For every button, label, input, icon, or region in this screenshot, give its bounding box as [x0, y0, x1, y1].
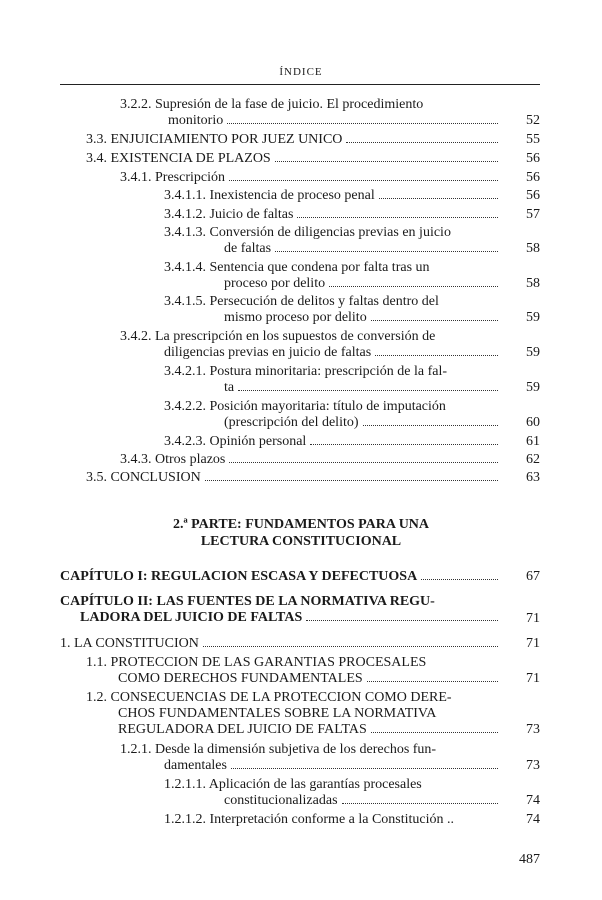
toc-page-number: 62	[526, 452, 540, 467]
toc-page-number: 74	[526, 793, 540, 808]
toc-entry: 1.2. CONSECUENCIAS DE LA PROTECCION COMO DERE- CHOS FUNDAMENTALES SOBRE LA NORMATIVA REGULADORA DEL JUICIO DE FALTAS	[86, 690, 502, 738]
toc-entry: 3.4.1.5. Persecución de delitos y faltas dentro del mismo proceso por delito	[164, 294, 502, 326]
toc-page-number: 71	[526, 611, 540, 626]
header-rule	[60, 84, 540, 85]
toc-entry: 1.2.1.1. Aplicación de las garantías procesales constitucionalizadas	[164, 777, 502, 809]
toc-page-number: 63	[526, 470, 540, 485]
toc-entry: 3.4.1.1. Inexistencia de proceso penal	[164, 188, 502, 204]
toc-page-number: 56	[526, 188, 540, 203]
toc-entry: 3.4.1.2. Juicio de faltas	[164, 207, 502, 223]
toc-entry: 3.4.3. Otros plazos	[120, 452, 502, 468]
toc-entry: 3.4.2.3. Opinión personal	[164, 434, 502, 450]
page-number: 487	[519, 852, 540, 867]
toc-page-number: 73	[526, 722, 540, 737]
toc-page-number: 56	[526, 151, 540, 166]
toc-page-number: 59	[526, 380, 540, 395]
toc-entry: 3.4.2.2. Posición mayoritaria: título de imputación (prescripción del delito)	[164, 399, 502, 431]
toc-entry: 3.4.1. Prescripción	[120, 170, 502, 186]
toc-page-number: 60	[526, 415, 540, 430]
toc-page-number: 59	[526, 310, 540, 325]
toc-page-number: 56	[526, 170, 540, 185]
toc-entry: 1.2.1. Desde la dimensión subjetiva de los derechos fun- damentales	[120, 742, 502, 774]
chapter-entry: CAPÍTULO I: REGULACION ESCASA Y DEFECTUOSA	[60, 569, 502, 585]
toc-page-number: 58	[526, 241, 540, 256]
toc-entry: 3.4.2.1. Postura minoritaria: prescripción de la fal- ta	[164, 364, 502, 396]
toc-page-number: 55	[526, 132, 540, 147]
toc-entry: 1.2.1.2. Interpretación conforme a la Constitución ..	[164, 812, 455, 827]
toc-entry: 1.1. PROTECCION DE LAS GARANTIAS PROCESALES COMO DERECHOS FUNDAMENTALES	[86, 655, 502, 687]
toc-page-number: 67	[526, 569, 540, 584]
toc-entry: 3.3. ENJUICIAMIENTO POR JUEZ UNICO	[86, 132, 502, 148]
toc-page-number: 74	[526, 812, 540, 827]
toc-page-number: 61	[526, 434, 540, 449]
toc-entry: 1. LA CONSTITUCION	[60, 636, 502, 652]
toc-page-number: 52	[526, 113, 540, 128]
running-header: ÍNDICE	[279, 66, 323, 78]
part-heading-line-2: LECTURA CONSTITUCIONAL	[200, 534, 402, 549]
toc-entry: 3.4.2. La prescripción en los supuestos de conversión de diligencias previas en juicio de faltas	[120, 329, 502, 361]
chapter-entry: CAPÍTULO II: LAS FUENTES DE LA NORMATIVA REGU- LADORA DEL JUICIO DE FALTAS	[60, 594, 502, 626]
toc-page-number: 73	[526, 758, 540, 773]
toc-page-number: 57	[526, 207, 540, 222]
toc-entry: 3.4.1.4. Sentencia que condena por falta tras un proceso por delito	[164, 260, 502, 292]
toc-page-number: 71	[526, 636, 540, 651]
toc-entry: 3.4. EXISTENCIA DE PLAZOS	[86, 151, 502, 167]
toc-page-number: 71	[526, 671, 540, 686]
toc-page-number: 58	[526, 276, 540, 291]
part-heading-line-1: 2.ª PARTE: FUNDAMENTOS PARA UNA	[172, 517, 430, 532]
toc-page-number: 59	[526, 345, 540, 360]
toc-entry: 3.4.1.3. Conversión de diligencias previas en juicio de faltas	[164, 225, 502, 257]
toc-entry: 3.5. CONCLUSION	[86, 470, 502, 486]
toc-entry: 3.2.2. Supresión de la fase de juicio. El procedimiento monitorio	[120, 97, 502, 129]
